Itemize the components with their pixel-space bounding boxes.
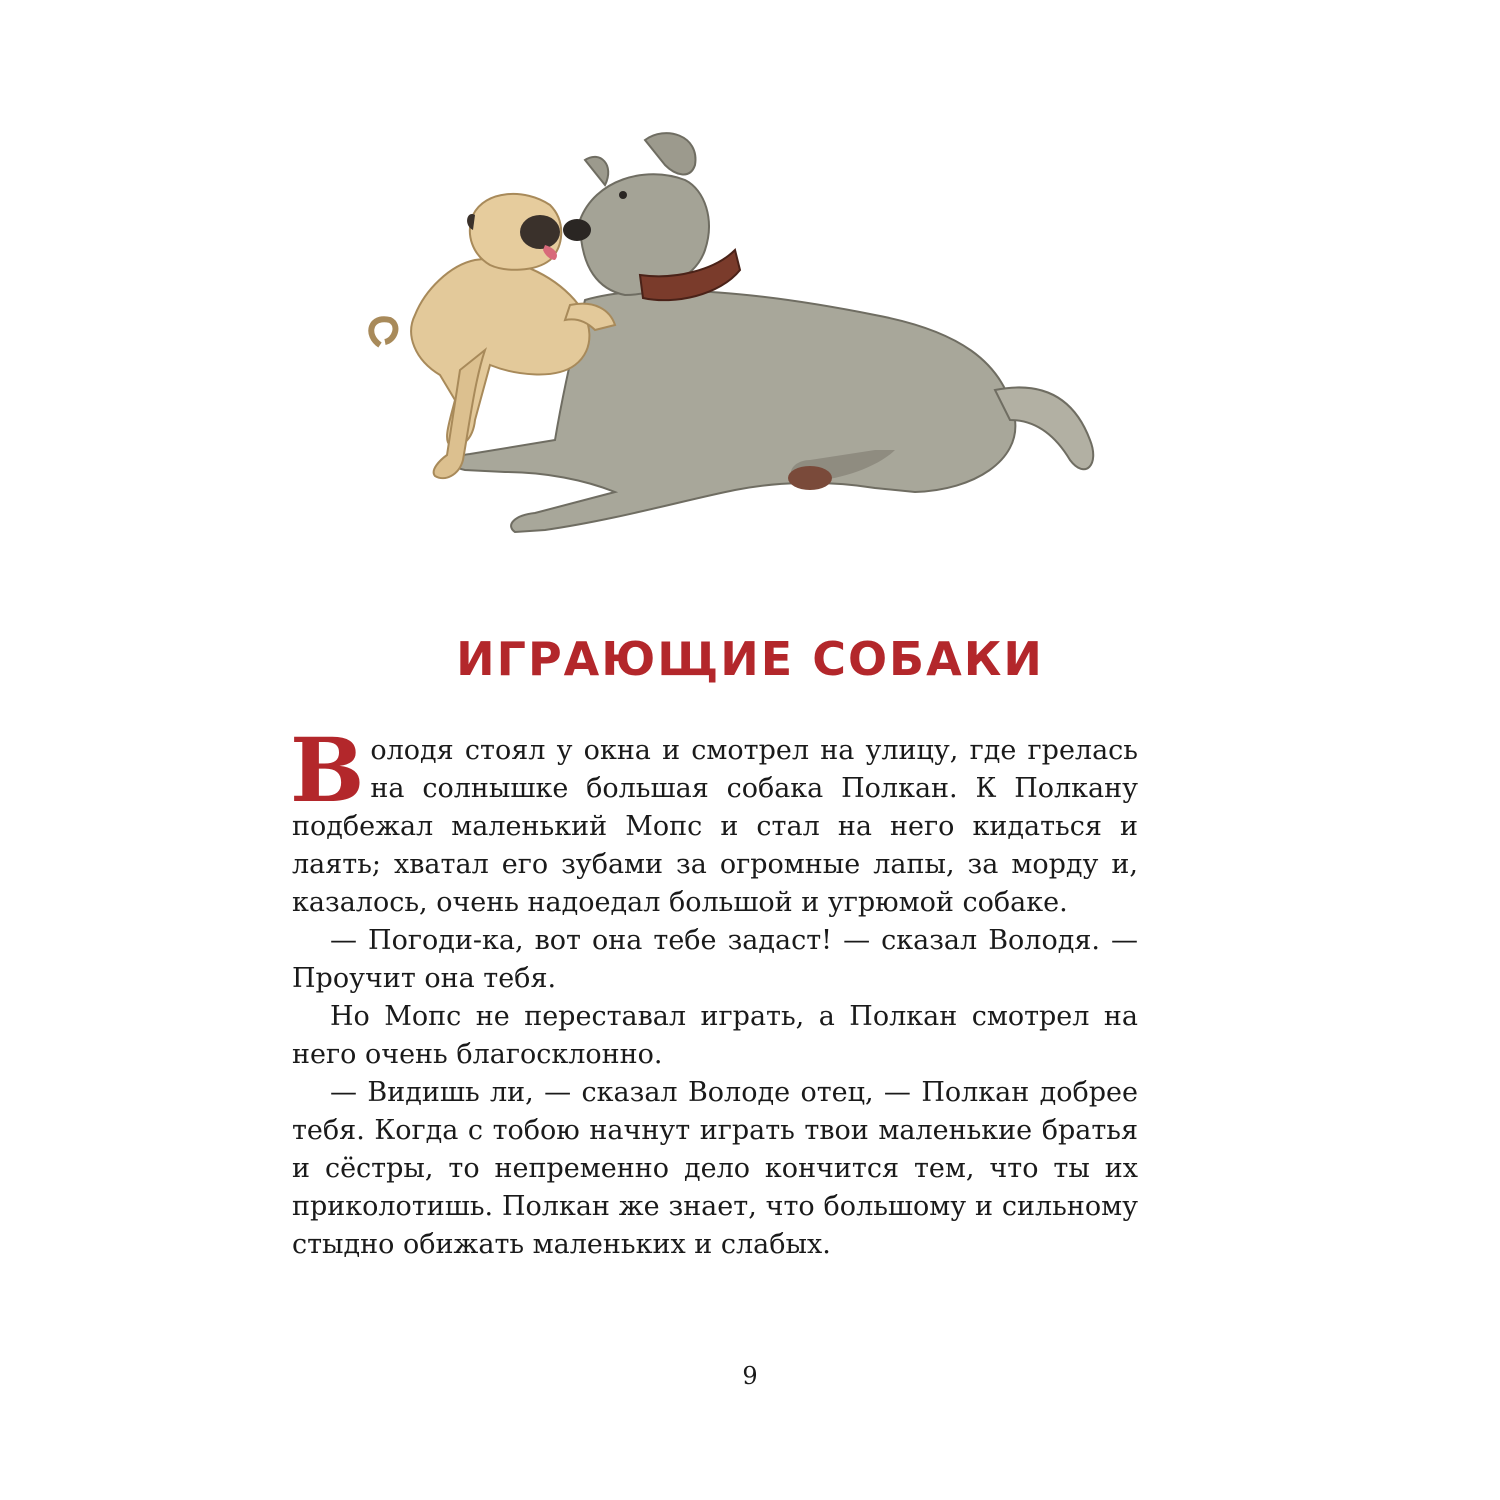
first-paragraph: [290, 718, 1138, 922]
first-paragraph-text: олодя стоял у окна и смотрел на улицу, где грелась на солнышке большая собака Полкан. К Полкану подбежал маленький Мопс и стал на него кидаться и лаять; хватал его зубами за огромные лапы, за морду и, казалось, очень надоедал большой и угрюмой собаке.: [292, 735, 1138, 918]
paragraph: Но Мопс не переставал играть, а Полкан смотрел на него очень благосклонно.: [292, 1001, 1138, 1070]
story-text: [290, 718, 1138, 1264]
page-number: 9: [742, 1362, 758, 1390]
paragraph: — Погоди-ка, вот она тебе задаст! — сказал Володя. — Проучит она тебя.: [292, 925, 1138, 994]
dogs-illustration: [355, 120, 1125, 560]
paragraph: — Видишь ли, — сказал Володе отец, — Полкан добрее тебя. Когда с тобою начнут играть твои маленькие братья и сёстры, то непременно дело кончится тем, что ты их приколотишь. Полкан же знает, что большому и сильному стыдно обижать маленьких и слабых.: [292, 1077, 1138, 1260]
drop-cap-letter: В: [290, 718, 365, 822]
story-title: ИГРАЮЩИЕ СОБАКИ: [456, 632, 1044, 686]
